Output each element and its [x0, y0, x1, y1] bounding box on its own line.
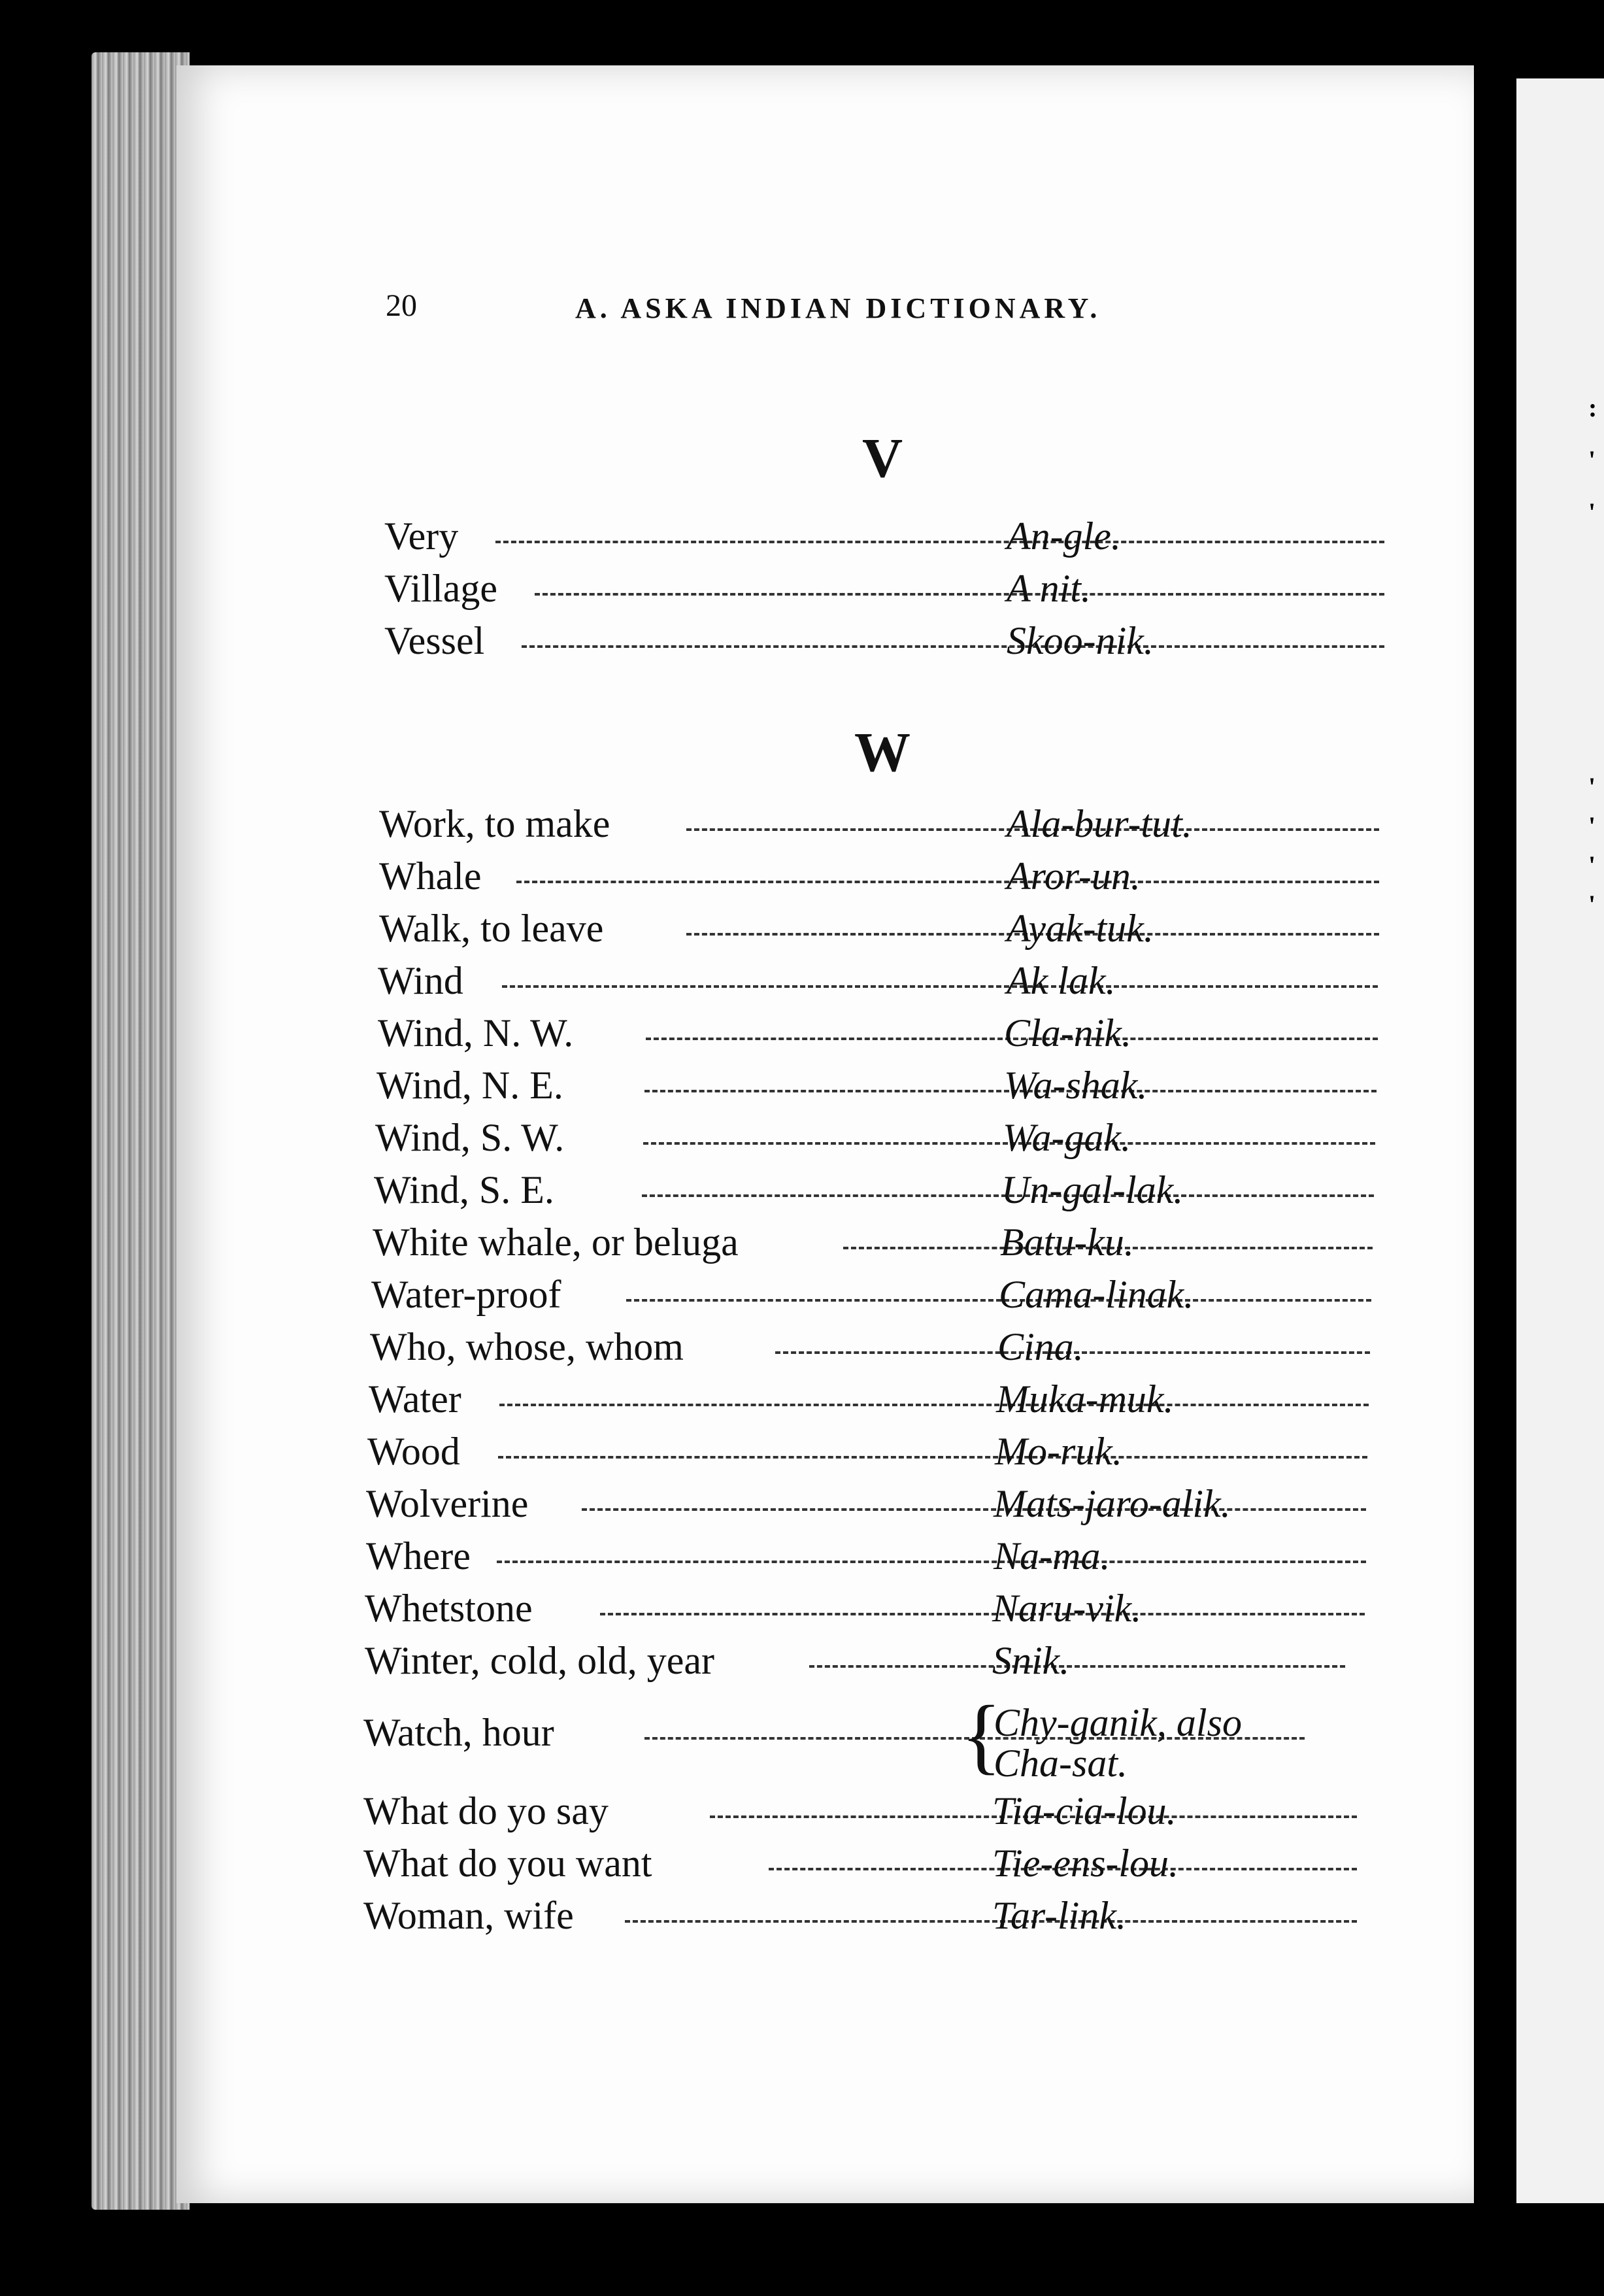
facing-page-mark: ': [1588, 498, 1596, 527]
native-term: Wa-shak.: [1004, 1064, 1148, 1107]
native-term: Skoo-nik.: [1007, 619, 1154, 662]
page-number: 20: [386, 288, 417, 323]
native-term: Cina.: [997, 1325, 1084, 1368]
native-term: Aror-un.: [1007, 854, 1141, 898]
english-term: Wolverine: [366, 1482, 529, 1525]
native-term: Snik.: [992, 1639, 1070, 1682]
english-term: Walk, to leave: [379, 907, 604, 950]
dictionary-entry: [384, 566, 1234, 611]
native-term: Na-ma.: [994, 1534, 1111, 1578]
dot-leader: [625, 1920, 1357, 1923]
native-term: Mats-jaro-alik.: [994, 1482, 1231, 1525]
dot-leader: [516, 881, 1379, 883]
native-term: A nit.: [1007, 567, 1091, 610]
native-term: Mo-ruk.: [995, 1430, 1122, 1473]
native-term: Ala-bur-tut.: [1007, 802, 1192, 845]
english-term: Who, whose, whom: [370, 1325, 684, 1368]
dot-leader: [502, 985, 1378, 988]
english-term: Wind, N. W.: [378, 1011, 574, 1055]
dot-leader: [535, 593, 1384, 596]
facing-page-mark: ': [1588, 445, 1596, 475]
native-term-line-2: Cha-sat.: [994, 1742, 1128, 1785]
native-term: Ak lak.: [1007, 959, 1116, 1002]
dot-leader: [600, 1613, 1365, 1615]
english-term: Whale: [379, 854, 482, 898]
native-term: Muka-muk.: [996, 1377, 1174, 1421]
dot-leader: [582, 1508, 1366, 1511]
english-term: Whetstone: [365, 1587, 533, 1630]
native-term-line-1: Chy-ganik, also: [994, 1701, 1242, 1744]
english-term: Wood: [367, 1430, 460, 1473]
dot-leader: [498, 1456, 1367, 1459]
native-term: Cla-nik.: [1004, 1011, 1131, 1055]
dot-leader: [522, 645, 1384, 648]
dot-leader: [495, 541, 1384, 543]
english-term: Work, to make: [379, 802, 610, 845]
english-term: What do yo say: [363, 1789, 609, 1832]
native-term: Naru-vik.: [992, 1587, 1142, 1630]
facing-page-mark: ': [1588, 772, 1596, 802]
english-term: Wind, S. E.: [374, 1168, 554, 1211]
dot-leader: [497, 1561, 1366, 1563]
running-header: [379, 288, 1196, 340]
english-term: Woman, wife: [363, 1894, 574, 1937]
facing-page-mark: :: [1588, 393, 1597, 422]
native-term-multi: [994, 1702, 1242, 1783]
brace-glyph: {: [961, 1689, 1002, 1783]
native-term: Tie-ens-lou.: [992, 1842, 1178, 1885]
native-term: An-gle.: [1007, 515, 1121, 558]
english-term: Water-proof: [371, 1273, 561, 1316]
english-term: Watch, hour: [363, 1711, 554, 1754]
page-stack-edges: [92, 52, 190, 2210]
english-term: White whale, or beluga: [373, 1221, 739, 1264]
facing-page-mark: ': [1588, 890, 1596, 919]
english-term: Village: [384, 567, 497, 610]
section-letter-w: W: [854, 720, 911, 783]
section-letter-v: V: [861, 426, 903, 489]
native-term: Cama-linak.: [999, 1273, 1194, 1316]
native-term: Tia-cia-lou.: [992, 1789, 1177, 1832]
native-term: Tar-link.: [992, 1894, 1126, 1937]
facing-page-mark: ': [1588, 851, 1596, 880]
native-term: Un-gal-lak.: [1001, 1168, 1184, 1211]
english-term: Wind, S. W.: [375, 1116, 565, 1159]
dot-leader: [499, 1404, 1369, 1406]
english-term: Vessel: [384, 619, 485, 662]
english-term: Water: [369, 1377, 461, 1421]
english-term: Where: [366, 1534, 471, 1578]
native-term: Batu-ku.: [1000, 1221, 1134, 1264]
english-term: What do you want: [363, 1842, 652, 1885]
native-term: Wa-gak.: [1003, 1116, 1131, 1159]
english-term: Winter, cold, old, year: [365, 1639, 714, 1682]
facing-page-mark: ': [1588, 811, 1596, 841]
dot-leader: [809, 1665, 1345, 1668]
english-term: Wind, N. E.: [376, 1064, 563, 1107]
native-term: Ayak-tuk.: [1007, 907, 1154, 950]
english-term: Wind: [378, 959, 463, 1002]
running-title: A. ASKA INDIAN DICTIONARY.: [575, 292, 1101, 324]
english-term: Very: [384, 515, 459, 558]
